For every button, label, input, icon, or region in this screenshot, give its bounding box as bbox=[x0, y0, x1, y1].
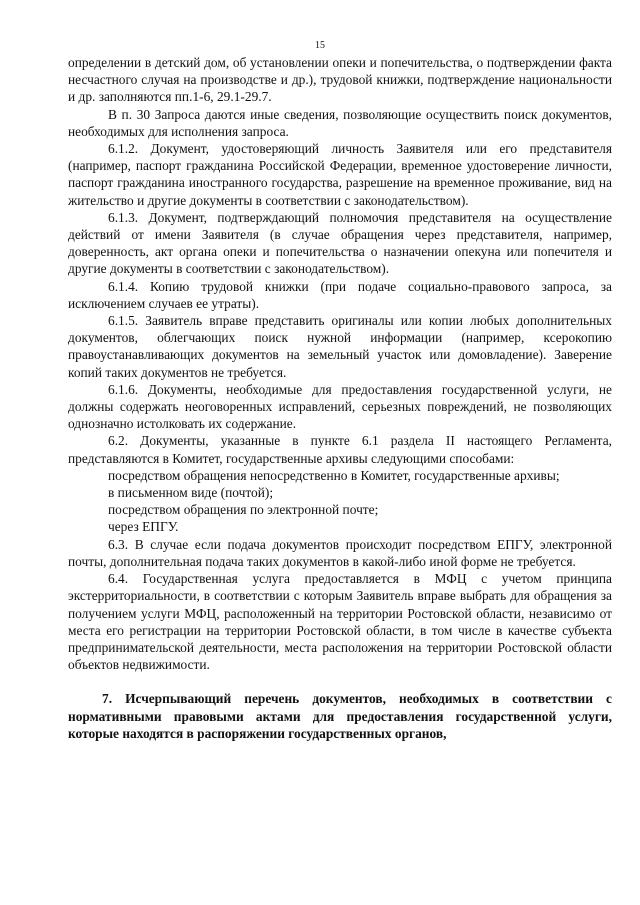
page-number: 15 bbox=[315, 40, 325, 51]
list-item-direct: посредством обращения непосредственно в Комитет, государственные архивы; bbox=[108, 467, 560, 483]
paragraph-continuation: определении в детский дом, об установлении опеки и попечительства, о подтверждении факта несчастного случая на производстве и др.), трудовой книжки, подтверждение национальности и др. заполняются пп.1-6, 29.1-29.7. bbox=[68, 55, 612, 105]
paragraph-6-1-2: 6.1.2. Документ, удостоверяющий личность Заявителя или его представителя (например, паспорт гражданина Российской Федерации, временное удостоверение личности, паспорт гражданина иностранного государства, разрешение на временное проживание, вид на жительство и другие документы в соответствии с законодательством). bbox=[68, 141, 612, 208]
paragraph-6-3: 6.3. В случае если подача документов происходит посредством ЕПГУ, электронной почты, дополнительная подача таких документов в какой-либо иной форме не требуется. bbox=[68, 536, 612, 569]
paragraph-6-1-6: 6.1.6. Документы, необходимые для предоставления государственной услуги, не должны содержать неоговоренных исправлений, серьезных повреждений, не позволяющих однозначно истолковать их содержание. bbox=[68, 381, 612, 432]
list-item-epgu: через ЕПГУ. bbox=[108, 519, 179, 535]
list-item-mail: в письменном виде (почтой); bbox=[108, 485, 274, 501]
document-body bbox=[68, 54, 612, 742]
section-heading-7: 7. Исчерпывающий перечень документов, необходимых в соответствии с нормативными правовыми актами для предоставления государственной услуги, которые находятся в распоряжении государственных органов, bbox=[68, 691, 612, 741]
paragraph-6-4: 6.4. Государственная услуга предоставляется в МФЦ с учетом принципа экстерриториальности, в соответствии с которым Заявитель вправе выбрать для обращения за получением услуги МФЦ, расположенный на территории Ростовской области, независимо от места его регистрации на территории Ростовской области, в том числе в качестве субъекта предпринимательской деятельности, места расположения на территории Ростовской области объектов недвижимости. bbox=[68, 571, 612, 673]
paragraph-6-1-3: 6.1.3. Документ, подтверждающий полномочия представителя на осуществление действий от имени Заявителя (в случае обращения через представителя, например, доверенность, акт органа опеки и попечительства о назначении опекуна или попечителя и другие документы в соответствии с законодательством). bbox=[68, 209, 612, 277]
paragraph-p30: В п. 30 Запроса даются иные сведения, позволяющие осуществить поиск документов, необходимых для исполнения запроса. bbox=[68, 106, 612, 139]
paragraph-6-1-4: 6.1.4. Копию трудовой книжки (при подаче социально-правового запроса, за исключением случаев ее утраты). bbox=[68, 278, 612, 311]
paragraph-6-2: 6.2. Документы, указанные в пункте 6.1 раздела II настоящего Регламента, представляются в Комитет, государственные архивы следующими способами: bbox=[68, 433, 612, 466]
list-item-email: посредством обращения по электронной почте; bbox=[108, 502, 379, 518]
paragraph-6-1-5: 6.1.5. Заявитель вправе представить оригиналы или копии любых дополнительных документов, облегчающих поиск нужной информации (например, ксерокопию правоустанавливающих документов на земельный участок или домовладение). Заверение копий таких документов не требуется. bbox=[68, 313, 612, 380]
